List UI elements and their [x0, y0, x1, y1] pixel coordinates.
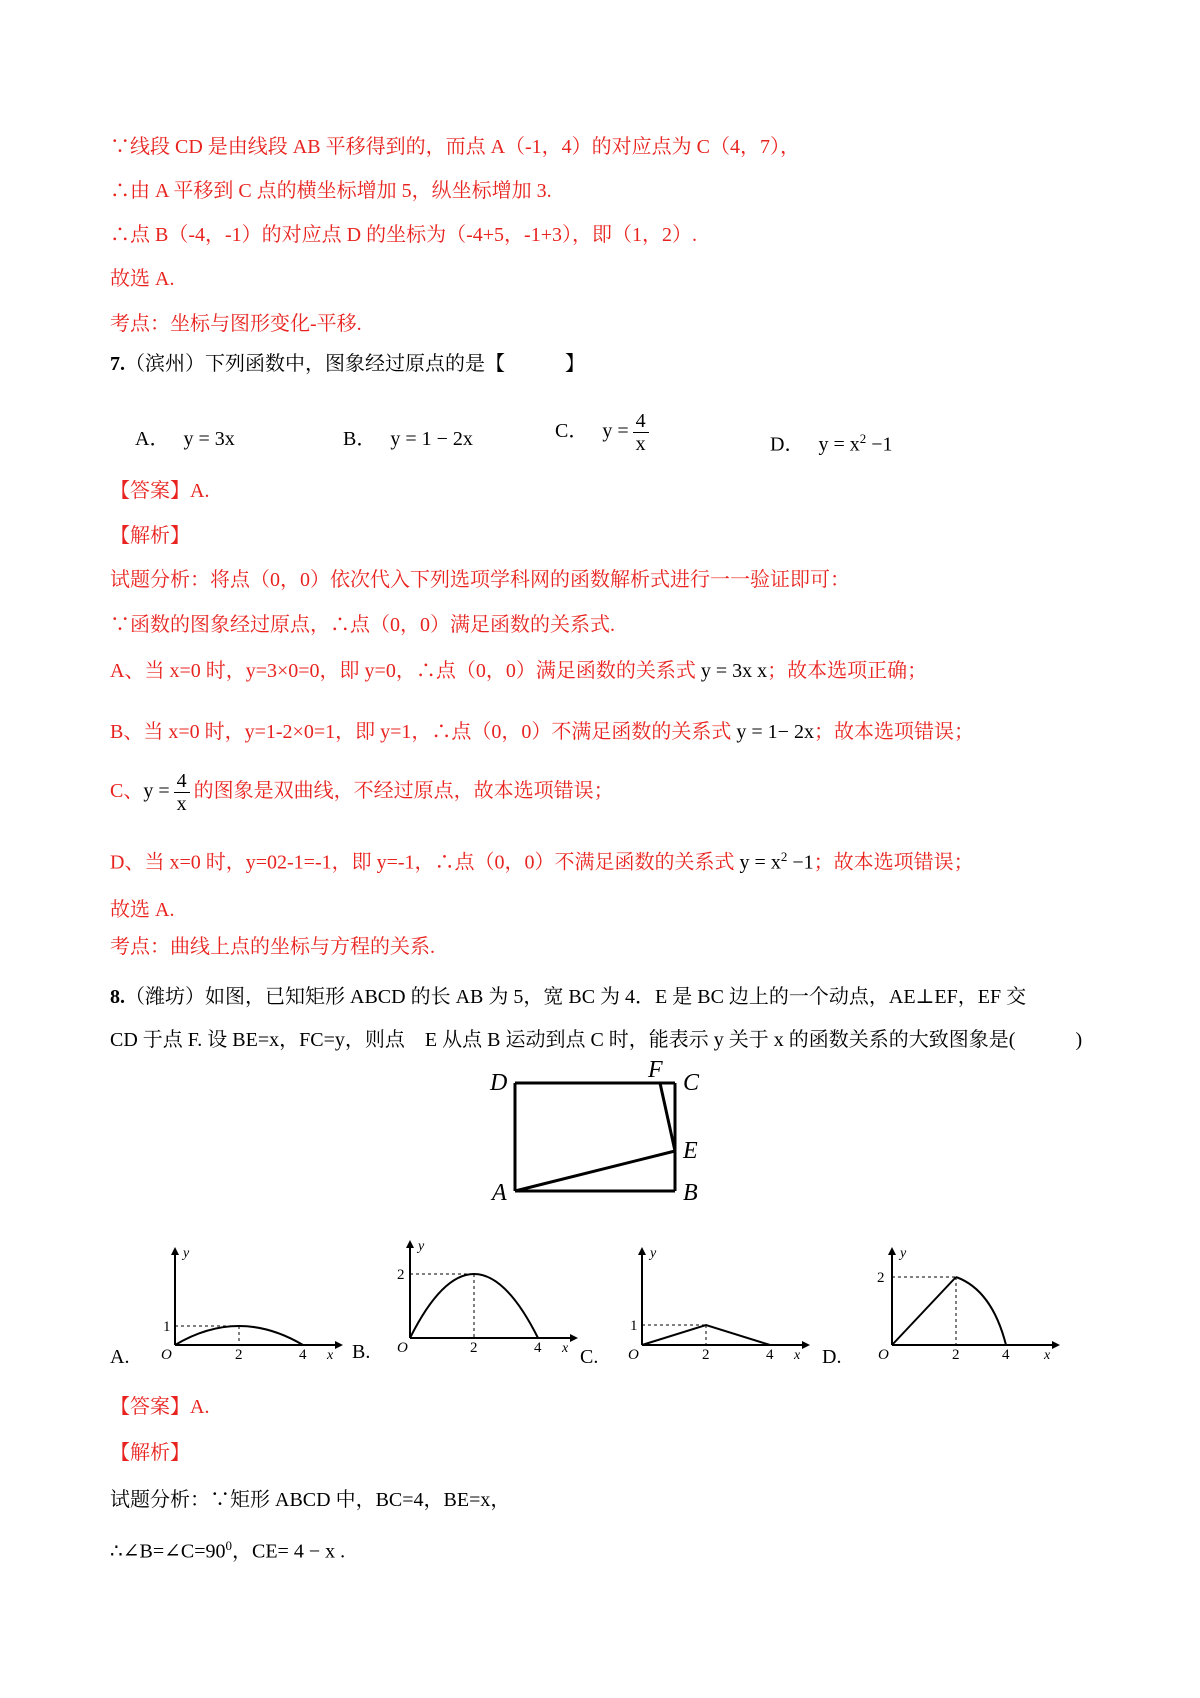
svg-text:y: y — [183, 1246, 190, 1261]
svg-text:y: y — [418, 1239, 425, 1254]
svg-text:O: O — [878, 1347, 889, 1360]
svg-text:2: 2 — [702, 1347, 710, 1360]
prev-solution-line-2: ∴由 A 平移到 C 点的横坐标增加 5，纵坐标增加 3. — [110, 180, 552, 202]
q7-analysis-line-1: 试题分析：将点（0，0）依次代入下列选项学科网的函数解析式进行一一验证即可： — [110, 569, 850, 591]
svg-text:4: 4 — [766, 1347, 774, 1360]
svg-text:2: 2 — [235, 1347, 243, 1360]
svg-text:2: 2 — [952, 1347, 960, 1360]
q7-option-d: D． $y = x^2 -1$ — [770, 431, 893, 456]
prev-solution-line-1: ∵线段 CD 是由线段 AB 平移得到的，而点 A（-1，4）的对应点为 C（4，7）， — [110, 136, 801, 158]
option-expr: y = x — [818, 433, 860, 456]
q7-analysis-header: 【解析】 — [110, 525, 190, 547]
option-letter: A． — [135, 428, 170, 450]
fraction: $\frac{4}{x}$ — [174, 770, 190, 815]
svg-text:x: x — [794, 1348, 801, 1360]
segment-ef — [660, 1083, 675, 1151]
svg-text:4: 4 — [534, 1340, 542, 1353]
question-7-text: （滨州）下列函数中，图象经过原点的是【 】 — [125, 353, 585, 375]
svg-text:x: x — [327, 1348, 334, 1360]
svg-text:O: O — [397, 1340, 408, 1353]
graph-option-d-letter: D. — [822, 1346, 842, 1368]
q7-option-a — [135, 425, 235, 453]
graph-option-c-letter: C. — [580, 1346, 599, 1368]
q8-analysis-header: 【解析】 — [110, 1442, 190, 1464]
svg-text:2: 2 — [470, 1340, 478, 1353]
svg-text:2: 2 — [397, 1267, 405, 1283]
segment-ae — [515, 1151, 675, 1191]
option-expr: y = 3x — [183, 428, 235, 450]
question-7 — [110, 350, 585, 378]
svg-text:y: y — [650, 1246, 657, 1261]
option-letter: D． — [770, 433, 805, 456]
option-expr: y = 1 − 2x — [390, 428, 473, 450]
question-8-line-2: CD 于点 F. 设 BE=x，FC=y，则点 E 从点 B 运动到点 C 时，能表示 y 关于 x 的函数关系的大致图象是( ) — [110, 1029, 1083, 1051]
prev-solution-line-3: ∴点 B（-4，-1）的对应点 D 的坐标为（-4+5，-1+3），即（1，2）. — [110, 224, 697, 246]
svg-text:4: 4 — [1002, 1347, 1010, 1360]
prev-solution-line-4: 故选 A. — [110, 268, 175, 290]
svg-text:2: 2 — [877, 1270, 885, 1286]
svg-text:x: x — [1044, 1348, 1051, 1360]
q8-analysis-line-2: $\therefore\angle B=\angle C=90^0$，CE= 4 − x . — [110, 1538, 346, 1563]
svg-text:O: O — [161, 1347, 172, 1360]
question-8-text: （潍坊）如图，已知矩形 ABCD 的长 AB 为 5，宽 BC 为 4．E 是 BC 边上的一个动点，AE⊥EF，EF 交 — [125, 986, 1027, 1008]
label-f: F — [648, 1057, 663, 1083]
q7-analysis-line-6: D、当 x=0 时，y=02-1=-1，即 y=-1，∴点（0，0）不满足函数的关系式 $y = x^2 -1$；故本选项错误； — [110, 849, 974, 874]
graph-option-c — [612, 1245, 812, 1360]
label-d: D — [490, 1070, 508, 1096]
q7-analysis-line-3: A、当 x=0 时，y=3×0=0，即 y=0，∴点（0，0）满足函数的关系式 y = 3x x；故本选项正确； — [110, 660, 928, 682]
svg-text:x: x — [562, 1341, 569, 1353]
q8-analysis-line-1: 试题分析：∵矩形 ABCD 中，BC=4，BE=x， — [110, 1489, 511, 1511]
svg-text:4: 4 — [299, 1347, 307, 1360]
label-b: B — [683, 1180, 698, 1205]
question-8-line-1 — [110, 983, 1026, 1011]
q7-analysis-line-2: ∵函数的图象经过原点，∴点（0，0）满足函数的关系式. — [110, 614, 615, 636]
q7-option-c — [555, 410, 653, 455]
q7-kaodian: 考点：曲线上点的坐标与方程的关系. — [110, 936, 435, 958]
option-expr: y = — [602, 420, 629, 443]
graph-option-b — [385, 1238, 585, 1353]
svg-text:1: 1 — [630, 1318, 638, 1334]
question-7-number: 7. — [110, 353, 125, 375]
q7-analysis-line-5: C、y = $\frac{4}{x}$ 的图象是双曲线，不经过原点，故本选项错误； — [110, 770, 614, 815]
svg-text:O: O — [628, 1347, 639, 1360]
q7-analysis-line-7: 故选 A. — [110, 899, 175, 921]
graph-option-b-letter: B. — [352, 1341, 371, 1363]
option-letter: B． — [343, 428, 377, 450]
graph-option-d — [862, 1245, 1062, 1360]
question-8-number: 8. — [110, 986, 125, 1008]
label-c: C — [683, 1070, 700, 1096]
q7-option-b — [343, 425, 473, 453]
graph-option-a — [145, 1245, 345, 1360]
q7-analysis-line-4: B、当 x=0 时，y=1-2×0=1，即 y=1，∴点（0，0）不满足函数的关系式 y = 1− 2x；故本选项错误； — [110, 721, 974, 743]
q8-answer: 【答案】A. — [110, 1396, 210, 1418]
prev-solution-kaodian: 考点：坐标与图形变化-平移. — [110, 313, 362, 335]
svg-text:y: y — [900, 1246, 907, 1261]
rectangle-figure — [480, 1055, 710, 1205]
label-a: A — [492, 1180, 507, 1205]
fraction: $\frac{4}{x}$ — [633, 410, 649, 455]
label-e: E — [683, 1138, 698, 1164]
option-letter: C． — [555, 420, 589, 443]
q7-answer: 【答案】A. — [110, 480, 210, 502]
graph-option-a-letter: A. — [110, 1346, 130, 1368]
svg-text:1: 1 — [163, 1319, 171, 1335]
